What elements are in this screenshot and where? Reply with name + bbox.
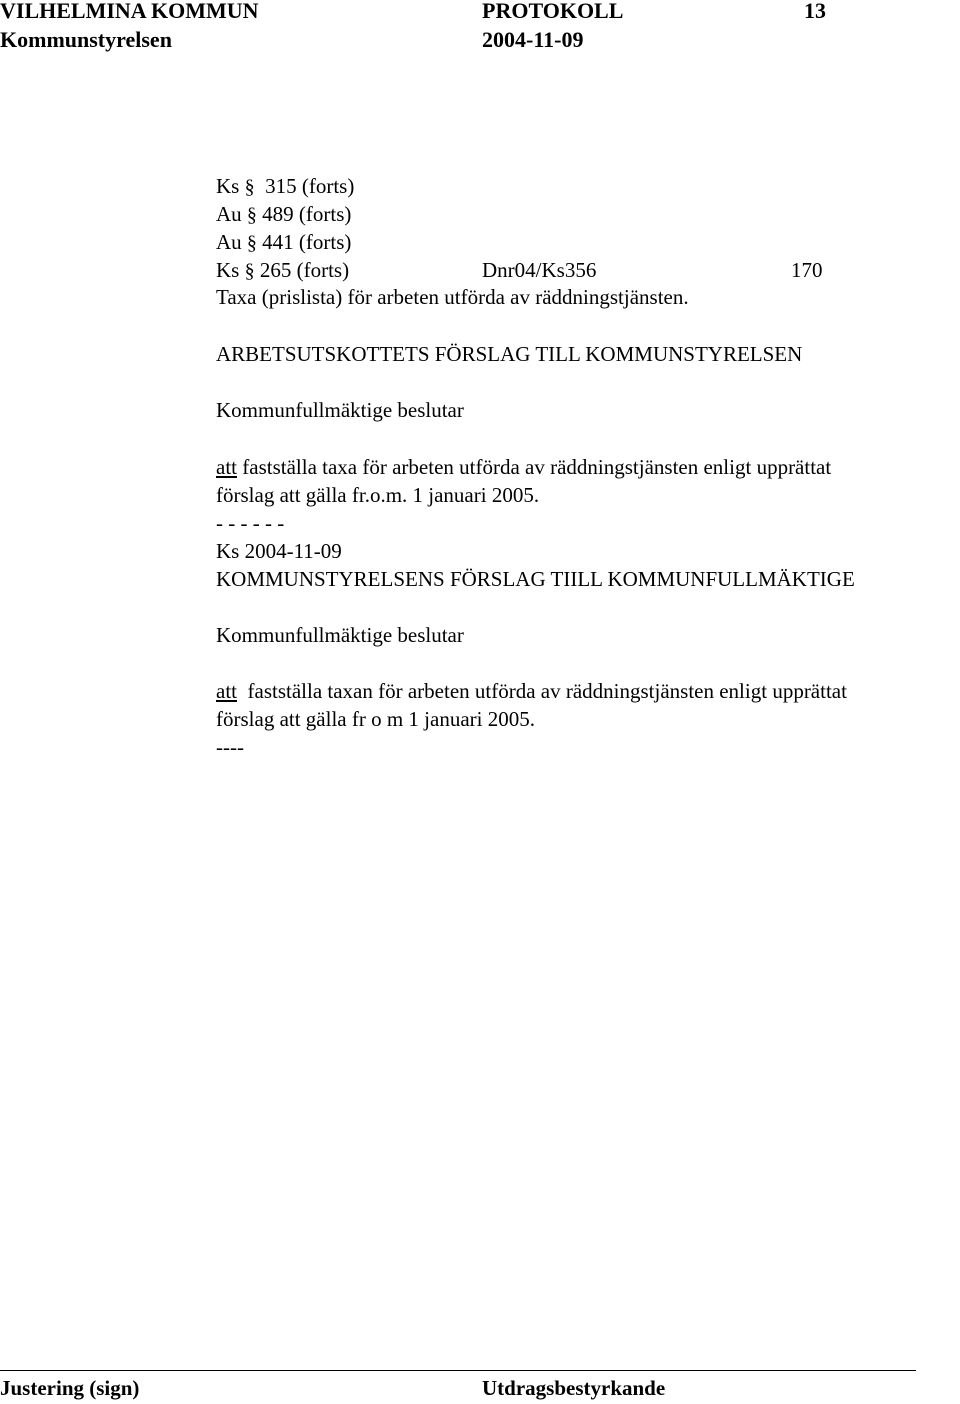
footer-utdragsbestyrkande: Utdragsbestyrkande (482, 1376, 666, 1400)
ref-prefix: Ks (216, 258, 240, 282)
document-type: PROTOKOLL (482, 0, 624, 23)
section-sign: § (246, 204, 257, 226)
page-number: 13 (804, 0, 826, 23)
ref-line (216, 176, 354, 197)
decision-text: fastställa taxan för arbeten utförda av räddningstjänsten enligt upprättat (247, 679, 847, 703)
decision-line-continued: förslag att gälla fr.o.m. 1 januari 2005. (216, 483, 540, 507)
att-keyword: att (216, 679, 237, 703)
committee-name: Kommunstyrelsen (0, 27, 172, 52)
decision-line (216, 681, 847, 702)
subject-title: Taxa (prislista) för arbeten utförda av räddningstjänsten. (216, 285, 689, 309)
decision-text: fastställa taxa för arbeten utförda av räddningstjänsten enligt upprättat (242, 455, 832, 479)
section-sign: § (244, 260, 255, 282)
footer-rule (0, 1370, 916, 1371)
ref-prefix: Au (216, 230, 242, 254)
diary-number: Dnr04/Ks356 (482, 258, 597, 282)
section-sign: § (244, 176, 255, 198)
decision-intro: Kommunfullmäktige beslutar (216, 623, 464, 647)
paragraph-number: 170 (791, 258, 823, 282)
ref-prefix: Au (216, 202, 242, 226)
ref-line (216, 232, 351, 253)
att-keyword: att (216, 455, 237, 479)
ref-text: 315 (forts) (265, 174, 355, 198)
ks-date-line: Ks 2004-11-09 (216, 539, 342, 563)
section-sign: § (246, 232, 257, 254)
ref-text: 489 (forts) (262, 202, 352, 226)
decision-line-continued: förslag att gälla fr o m 1 januari 2005. (216, 707, 535, 731)
ref-line (216, 204, 351, 225)
ref-text: 441 (forts) (262, 230, 352, 254)
ref-line (216, 260, 349, 281)
end-marker: ---- (216, 735, 244, 759)
separator: - - - - - - (216, 511, 285, 535)
organization-name: VILHELMINA KOMMUN (0, 0, 259, 23)
proposal-heading: ARBETSUTSKOTTETS FÖRSLAG TILL KOMMUNSTYRELSEN (216, 342, 803, 366)
protocol-date: 2004-11-09 (482, 27, 584, 52)
footer-justering: Justering (sign) (0, 1376, 140, 1400)
decision-line (216, 457, 831, 478)
ref-prefix: Ks (216, 174, 240, 198)
proposal-heading: KOMMUNSTYRELSENS FÖRSLAG TIILL KOMMUNFULLMÄKTIGE (216, 567, 855, 591)
decision-intro: Kommunfullmäktige beslutar (216, 398, 464, 422)
ref-text: 265 (forts) (259, 258, 350, 282)
